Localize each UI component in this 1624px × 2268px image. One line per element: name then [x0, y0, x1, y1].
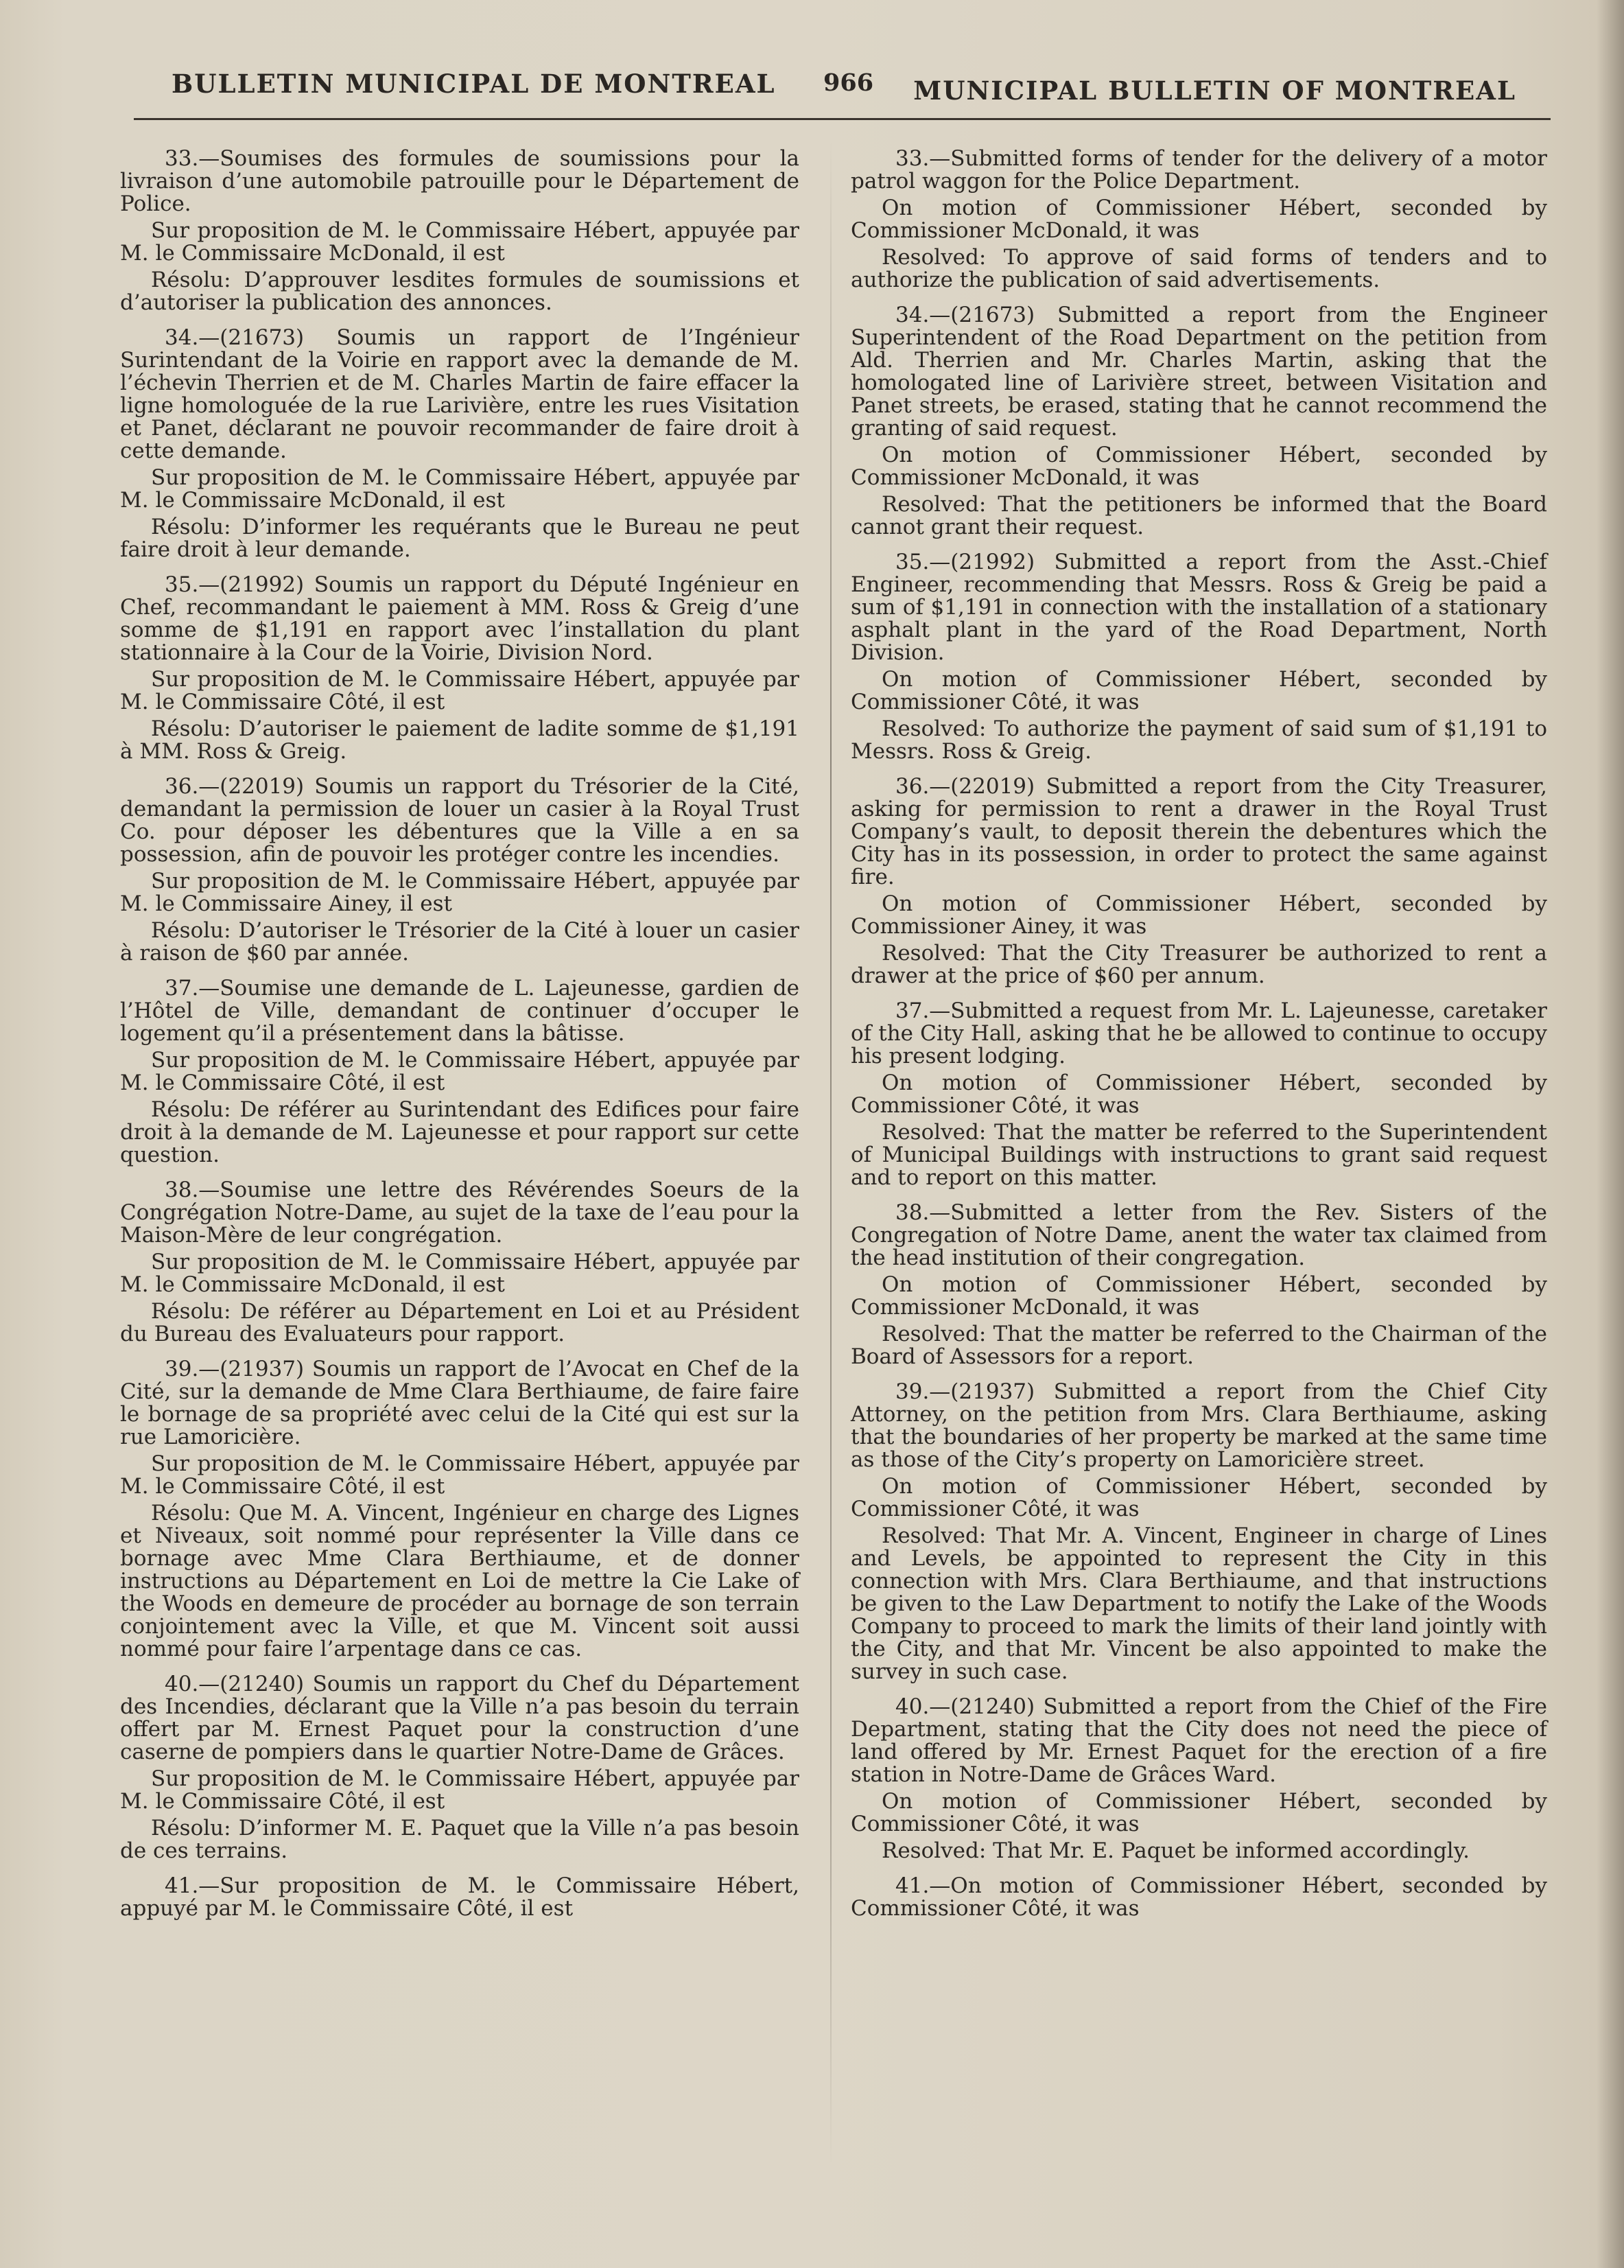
french-submission: 40.—(21240) Soumis un rapport du Chef du Département des Incendies, déclarant que la Ville n’a pas besoin du terrain offert par M. Ernest Paquet pour la construction d’une caserne de pompiers dans le quartier Notre-Dame de Grâces. [120, 1672, 799, 1764]
page-binding-shadow [1597, 0, 1624, 2268]
french-resolution: Résolu: D’autoriser le Trésorier de la Cité à louer un casier à raison de $60 par année. [120, 918, 799, 966]
english-item-34 [851, 304, 1547, 539]
english-resolution: Resolved: That Mr. E. Paquet be informed accordingly. [882, 1838, 1470, 1863]
english-item-38 [851, 1202, 1547, 1368]
english-motion: On motion of Commissioner Hébert, seconded by Commissioner McDonald, it was [851, 443, 1547, 490]
english-submission: 41.—On motion of Commissioner Hébert, seconded by Commissioner Côté, it was [851, 1873, 1547, 1921]
english-item-40 [851, 1696, 1547, 1862]
column-divider [830, 141, 832, 2165]
french-submission: 36.—(22019) Soumis un rapport du Trésorier de la Cité, demandant la permission de louer un casier à la Royal Trust Co. pour déposer les débentures que la Ville a en sa possession, afin de pouvoir les protéger contre les incendies. [120, 774, 799, 867]
french-submission: 37.—Soumise une demande de L. Lajeunesse, gardien de l’Hôtel de Ville, demandant de continuer d’occuper le logement qu’il a présentement dans la bâtisse. [120, 976, 799, 1046]
french-resolution: Résolu: Que M. A. Vincent, Ingénieur en charge des Lignes et Niveaux, soit nommé pour représenter la Ville dans ce bornage avec Mme Clara Berthiaume, et de donner instructions au Département en Loi de mettre la Cie Lake of the Woods en demeure de procéder au bornage de son terrain conjointement avec la Ville, et que M. Vincent soit aussi nommé pour faire l’arpentage dans ce cas. [120, 1501, 799, 1661]
english-submission: 38.—Submitted a letter from the Rev. Sisters of the Congregation of Notre Dame, anent the water tax claimed from the head institution of their congregation. [851, 1200, 1547, 1270]
french-item-35 [120, 574, 799, 763]
french-motion: Sur proposition de M. le Commissaire Hébert, appuyée par M. le Commissaire Ainey, il est [120, 869, 799, 916]
french-resolution: Résolu: D’approuver lesdites formules de soumissions et d’autoriser la publication des annonces. [120, 268, 799, 315]
english-item-41 [851, 1875, 1547, 1920]
french-item-33 [120, 148, 799, 314]
french-motion: Sur proposition de M. le Commissaire Hébert, appuyée par M. le Commissaire Côté, il est [120, 667, 799, 714]
english-motion: On motion of Commissioner Hébert, seconded by Commissioner McDonald, it was [851, 1272, 1547, 1320]
english-motion: On motion of Commissioner Hébert, seconded by Commissioner McDonald, it was [851, 196, 1547, 243]
french-motion: Sur proposition de M. le Commissaire Hébert, appuyée par M. le Commissaire Côté, il est [120, 1048, 799, 1095]
english-submission: 34.—(21673) Submitted a report from the Engineer Superintendent of the Road Department on the petition from Ald. Therrien and Mr. Charles Martin, asking that the homologated line of Larivière street, between Visitation and Panet streets, be erased, stating that he cannot recommend the granting of said request. [851, 303, 1547, 441]
english-resolution: Resolved: That the City Treasurer be authorized to rent a drawer at the price of $60 per annum. [851, 941, 1547, 988]
english-motion: On motion of Commissioner Hébert, seconded by Commissioner Côté, it was [851, 667, 1547, 714]
english-resolution: Resolved: That Mr. A. Vincent, Engineer in charge of Lines and Levels, be appointed to represent the City in this connection with Mrs. Clara Berthiaume, and that instructions be given to the Law Department to notify the Lake of the Woods Company to proceed to mark the limits of their land jointly with the City, and that Mr. Vincent be also appointed to make the survey in such case. [851, 1523, 1547, 1684]
header-rule [134, 118, 1551, 120]
french-submission: 38.—Soumise une lettre des Révérendes Soeurs de la Congrégation Notre-Dame, au sujet de la taxe de l’eau pour la Maison-Mère de leur congrégation. [120, 1178, 799, 1248]
french-motion: Sur proposition de M. le Commissaire Hébert, appuyée par M. le Commissaire McDonald, il est [120, 218, 799, 266]
french-motion: Sur proposition de M. le Commissaire Hébert, appuyée par M. le Commissaire Côté, il est [120, 1451, 799, 1499]
french-column [120, 148, 799, 2206]
english-item-33 [851, 148, 1547, 292]
english-motion: On motion of Commissioner Hébert, seconded by Commissioner Côté, it was [851, 1071, 1547, 1118]
english-submission: 36.—(22019) Submitted a report from the City Treasurer, asking for permission to rent a drawer in the Royal Trust Company’s vault, to deposit therein the debentures which the City has in its possession, in order to protect the same against fire. [851, 774, 1547, 889]
english-resolution: Resolved: That the matter be referred to the Superintendent of Municipal Buildings with instructions to grant said request and to report on this matter. [851, 1120, 1547, 1190]
french-resolution: Résolu: D’autoriser le paiement de ladite somme de $1,191 à MM. Ross & Greig. [120, 716, 799, 764]
french-item-39 [120, 1358, 799, 1661]
english-submission: 39.—(21937) Submitted a report from the Chief City Attorney, on the petition from Mrs. Clara Berthiaume, asking that the boundaries of her property be marked at the same time as those of the City’s property on Lamoricière street. [851, 1379, 1547, 1472]
french-item-37 [120, 977, 799, 1167]
english-column [851, 148, 1547, 2206]
french-resolution: Résolu: D’informer les requérants que le Bureau ne peut faire droit à leur demande. [120, 515, 799, 562]
french-motion: Sur proposition de M. le Commissaire Hébert, appuyée par M. le Commissaire McDonald, il est [120, 1250, 799, 1297]
french-submission: 35.—(21992) Soumis un rapport du Député Ingénieur en Chef, recommandant le paiement à MM. Ross & Greig d’une somme de $1,191 en rapport avec l’installation du plant stationnaire à la Cour de la Voirie, Division Nord. [120, 572, 799, 665]
french-motion: Sur proposition de M. le Commissaire Hébert, appuyée par M. le Commissaire Côté, il est [120, 1766, 799, 1814]
header-english-title: MUNICIPAL BULLETIN OF MONTREAL [913, 75, 1516, 106]
french-submission: 33.—Soumises des formules de soumissions pour la livraison d’une automobile patrouille pour le Département de Police. [120, 146, 799, 216]
english-resolution: Resolved: That the matter be referred to the Chairman of the Board of Assessors for a report. [851, 1322, 1547, 1369]
english-item-35 [851, 551, 1547, 763]
page-number: 966 [823, 69, 874, 97]
header-french-title: BULLETIN MUNICIPAL DE MONTREAL [172, 69, 776, 99]
english-resolution: Resolved: To approve of said forms of tenders and to authorize the publication of said advertisements. [851, 245, 1547, 292]
page-header [130, 69, 1516, 117]
french-motion: Sur proposition de M. le Commissaire Hébert, appuyée par M. le Commissaire McDonald, il est [120, 465, 799, 513]
english-item-36 [851, 775, 1547, 987]
french-resolution: Résolu: De référer au Surintendant des Edifices pour faire droit à la demande de M. Lajeunesse et pour rapport sur cette question. [120, 1097, 799, 1167]
english-motion: On motion of Commissioner Hébert, seconded by Commissioner Ainey, it was [851, 891, 1547, 939]
french-item-40 [120, 1673, 799, 1862]
english-item-37 [851, 1000, 1547, 1189]
english-resolution: Resolved: That the petitioners be informed that the Board cannot grant their request. [851, 492, 1547, 539]
french-item-36 [120, 775, 799, 965]
english-resolution: Resolved: To authorize the payment of said sum of $1,191 to Messrs. Ross & Greig. [851, 716, 1547, 764]
english-submission: 40.—(21240) Submitted a report from the Chief of the Fire Department, stating that the City does not need the piece of land offered by Mr. Ernest Paquet for the erection of a fire station in Notre-Dame de Grâces Ward. [851, 1694, 1547, 1787]
french-item-41 [120, 1875, 799, 1920]
english-submission: 35.—(21992) Submitted a report from the Asst.-Chief Engineer, recommending that Messrs. Ross & Greig be paid a sum of $1,191 in connection with the installation of a stationary asphalt plant in the yard of the Road Department, North Division. [851, 550, 1547, 665]
english-motion: On motion of Commissioner Hébert, seconded by Commissioner Côté, it was [851, 1474, 1547, 1521]
french-resolution: Résolu: D’informer M. E. Paquet que la Ville n’a pas besoin de ces terrains. [120, 1816, 799, 1863]
english-submission: 37.—Submitted a request from Mr. L. Lajeunesse, caretaker of the City Hall, asking that he be allowed to continue to occupy his present lodging. [851, 998, 1547, 1068]
french-submission: 34.—(21673) Soumis un rapport de l’Ingénieur Surintendant de la Voirie en rapport avec la demande de M. l’échevin Therrien et de M. Charles Martin de faire effacer la ligne homologuée de la rue Larivière, entre les rues Visitation et Panet, déclarant ne pouvoir recommander de faire droit à cette demande. [120, 325, 799, 463]
french-item-38 [120, 1179, 799, 1346]
french-item-34 [120, 327, 799, 561]
french-submission: 39.—(21937) Soumis un rapport de l’Avocat en Chef de la Cité, sur la demande de Mme Clara Berthiaume, de faire faire le bornage de sa propriété avec celui de la Cité qui est sur la rue Lamoricière. [120, 1357, 799, 1449]
english-submission: 33.—Submitted forms of tender for the delivery of a motor patrol waggon for the Police Department. [851, 146, 1547, 194]
english-motion: On motion of Commissioner Hébert, seconded by Commissioner Côté, it was [851, 1789, 1547, 1836]
french-submission: 41.—Sur proposition de M. le Commissaire Hébert, appuyé par M. le Commissaire Côté, il est [120, 1873, 799, 1921]
french-resolution: Résolu: De référer au Département en Loi et au Président du Bureau des Evaluateurs pour rapport. [120, 1299, 799, 1346]
english-item-39 [851, 1381, 1547, 1683]
